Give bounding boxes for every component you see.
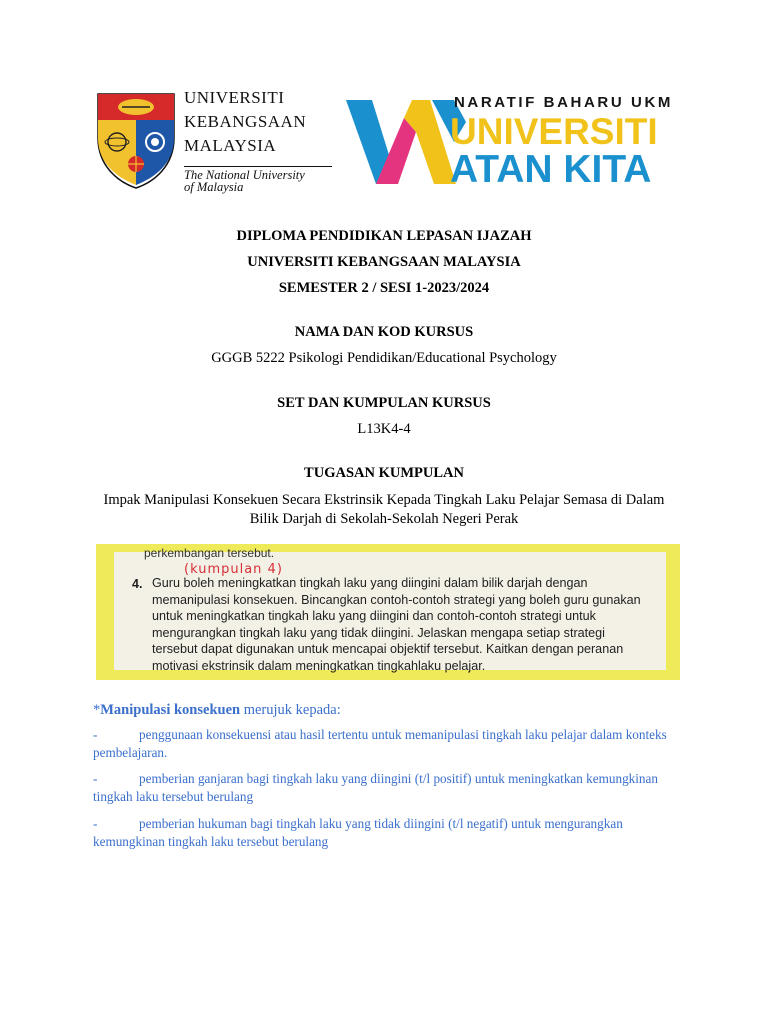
programme-title: DIPLOMA PENDIDIKAN LEPASAN IJAZAH [236,228,532,244]
watan-kita-logo [346,92,686,194]
semester-title: SEMESTER 2 / SESI 1-2023/2024 [278,280,490,296]
list-dash: - [93,816,98,831]
question-line: memanipulasi konsekuen. Bincangkan contoh-contoh strategi yang boleh guru gunakan [152,592,641,607]
definition-item-text: pemberian ganjaran bagi tingkah laku yang diingini (t/l positif) untuk meningkatkan kemungkinan tingkah laku tersebut berulang [93,771,658,804]
definition-item [93,770,673,806]
course-name: GGGB 5222 Psikologi Pendidikan/Educational Psychology [211,350,557,366]
ukm-name-line3: MALAYSIA [184,136,277,155]
watan-kita-line2: ATAN KITA [450,148,652,191]
definition-item [93,815,673,851]
ukm-subtitle-line2: of Malaysia [184,180,244,194]
list-dash: - [93,727,98,742]
handwritten-group-tag: (kumpulan 4) [184,562,283,577]
question-line: motivasi ekstrinsik dalam meningkatkan tingkahlaku pelajar. [152,658,486,673]
question-text [152,575,658,675]
question-number: 4. [132,577,143,591]
ukm-subtitle-line1: The National University [184,168,305,182]
watan-kita-tagline: NARATIF BAHARU UKM [454,94,673,111]
list-dash: - [93,771,98,786]
question-line: mengurangkan tingkah laku yang tidak diingini. Jelaskan mengapa setiap strategi [152,625,605,640]
ukm-name-line1: UNIVERSITI [184,88,285,107]
logo-row [96,82,686,194]
question-paper [114,546,666,673]
watan-kita-w-icon [346,92,466,194]
ukm-logo [96,86,332,194]
set-heading: SET DAN KUMPULAN KURSUS [277,395,491,411]
ukm-crest-icon [96,90,176,190]
ukm-wordmark [184,86,334,194]
definition-item [93,726,673,762]
definition-item-text: penggunaan konsekuensi atau hasil tertentu untuk memanipulasi tingkah laku pelajar dalam konteks pembelajaran. [93,727,667,760]
ukm-name-line2: KEBANGSAAN [184,112,307,131]
watan-kita-line1: UNIVERSITI [450,111,658,152]
question-line: untuk meningkatkan tingkah laku yang diingini dan contoh-contoh strategi untuk [152,609,596,624]
set-code: L13K4-4 [357,421,411,437]
definition-rest: merujuk kepada: [240,702,341,718]
task-title: Impak Manipulasi Konsekuen Secara Ekstrinsik Kepada Tingkah Laku Pelajar Semasa di Dalam Bilik Darjah di Sekolah-Sekolah Negeri Perak [103,492,665,527]
definition-intro [93,702,341,719]
university-title: UNIVERSITI KEBANGSAAN MALAYSIA [247,254,521,270]
question-photo [96,544,680,680]
definition-term: Manipulasi konsekuen [100,702,241,718]
definition-item-text: pemberian hukuman bagi tingkah laku yang tidak diingini (t/l negatif) untuk mengurangkan kemungkinan tingkah laku tersebut berulang [93,816,623,849]
course-heading: NAMA DAN KOD KURSUS [294,324,474,340]
ukm-subtitle [184,166,332,193]
question-line: Guru boleh meningkatkan tingkah laku yang diingini dalam bilik darjah dengan [152,576,588,590]
question-line: tersebut dapat digunakan untuk mencapai objektif tersebut. Kaitkan dengan peranan [152,642,624,657]
question-top-fragment: perkembangan tersebut. [144,546,275,560]
definition-asterisk: * [93,702,101,718]
task-heading: TUGASAN KUMPULAN [304,465,464,481]
